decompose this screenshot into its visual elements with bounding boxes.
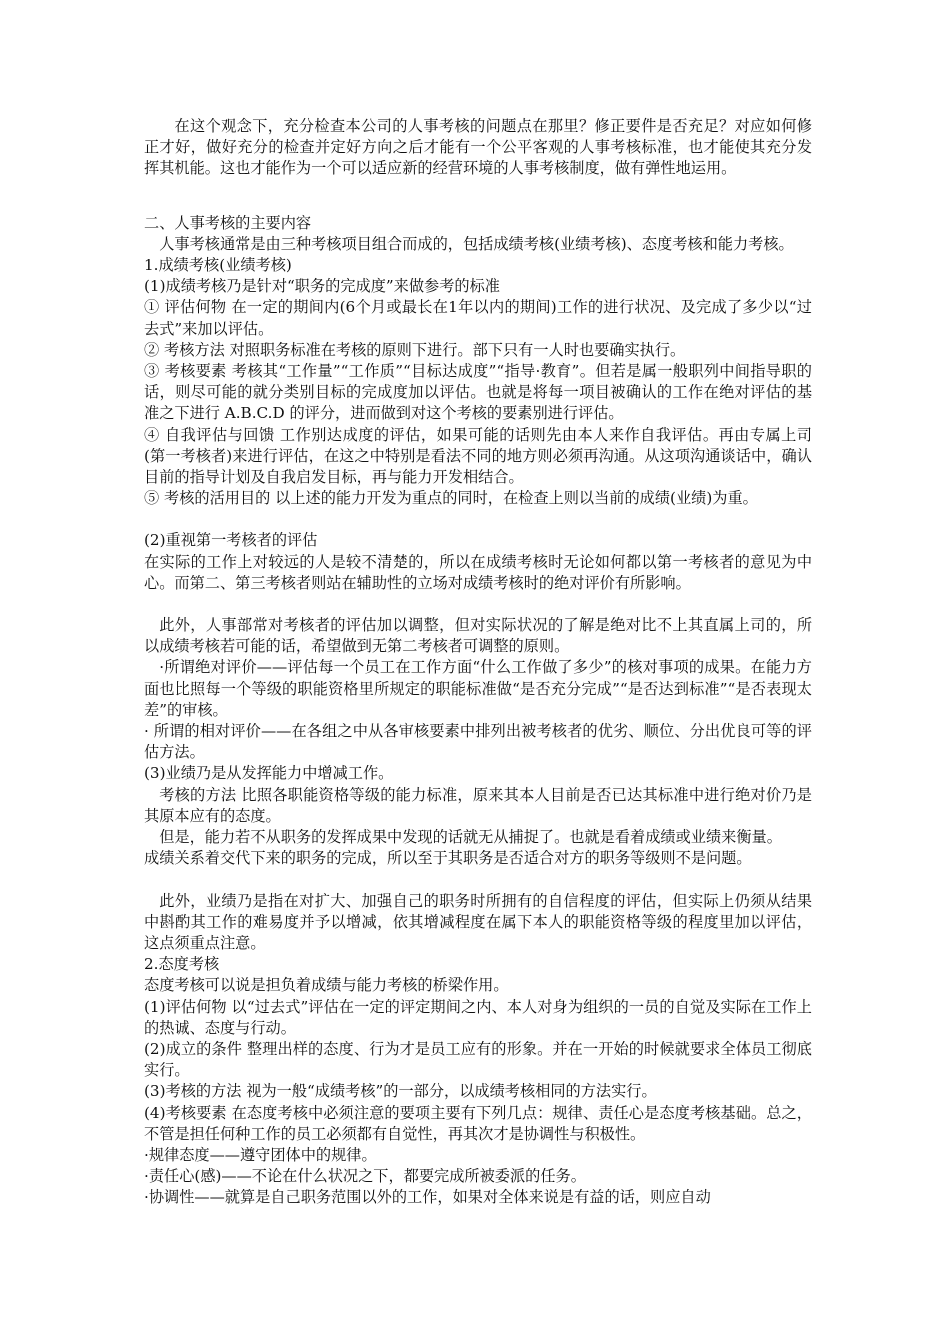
spacer xyxy=(144,180,812,213)
paragraph: 此外，人事部常对考核者的评估加以调整，但对实际状况的了解是绝对比不上其直属上司的，所以成绩考核若可能的话，希望做到无第二考核者可调整的原则。 xyxy=(144,616,812,656)
paragraph: (2)重视第一考核者的评估 xyxy=(144,531,318,550)
list-item: (1)评估何物 以“过去式”评估在一定的评定期间之内、本人对身为组织的一员的自觉及实际在工作上的热诚、态度与行动。 xyxy=(144,997,812,1037)
spacer xyxy=(144,870,812,891)
list-item: ③ 考核要素 考核其“工作量”“工作质”“目标达成度”“指导·教育”。但若是属一般职列中间指导职的话，则尽可能的就分类别目标的完成度加以评估。也就是将每一项目被确认的工作在绝对评估的基准之下进行 A.B.C.D 的评分，进而做到对这个考核的要素别进行评估。 xyxy=(144,362,812,423)
list-item: ⑤ 考核的活用目的 以上述的能力开发为重点的同时，在检查上则以当前的成绩(业绩)为重。 xyxy=(144,489,758,508)
subsection-heading: 2.态度考核 xyxy=(144,955,220,974)
paragraph: 在实际的工作上对较远的人是较不清楚的，所以在成绩考核时无论如何都以第一考核者的意见为中心。而第二、第三考核者则站在辅助性的立场对成绩考核时的绝对评价有所影响。 xyxy=(144,552,812,592)
paragraph: (3)业绩乃是从发挥能力中增减工作。 xyxy=(144,764,394,783)
subsection-heading: 1.成绩考核(业绩考核) xyxy=(144,256,292,275)
paragraph: 此外，业绩乃是指在对扩大、加强自己的职务时所拥有的自信程度的评估，但实际上仍须从结果中斟酌其工作的难易度并予以增减，依其增减程度在属下本人的职能资格等级的程度里加以评估，这点须重点注意。 xyxy=(144,891,812,952)
paragraph: 态度考核可以说是担负着成绩与能力考核的桥梁作用。 xyxy=(144,976,509,995)
bullet-item: ·规律态度——遵守团体中的规律。 xyxy=(144,1145,377,1164)
list-item: (2)成立的条件 整理出样的态度、行为才是员工应有的形象。并在一开始的时候就要求全体员工彻底实行。 xyxy=(144,1039,812,1080)
paragraph: 但是，能力若不从职务的发挥成果中发现的话就无从捕捉了。也就是看着成绩或业绩来衡量。 xyxy=(159,828,782,847)
section-heading: 二、人事考核的主要内容 xyxy=(144,213,312,232)
list-item: ④ 自我评估与回馈 工作别达成度的评估，如果可能的话则先由本人来作自我评估。再由专属上司(第一考核者)来进行评估，在这之中特别是看法不同的地方则必须再沟通。从这项沟通谈话中，确认目前的指导计划及自我启发目标，再与能力开发相结合。 xyxy=(144,425,812,487)
paragraph: 考核的方法 比照各职能资格等级的能力标准，原来其本人目前是否已达其标准中进行绝对价乃是其原本应有的态度。 xyxy=(144,785,812,825)
paragraph-intro: 在这个观念下，充分检查本公司的人事考核的问题点在那里？修正要件是否充足？对应如何修正才好，做好充分的检查并定好方向之后才能有一个公平客观的人事考核标准，也才能使其充分发挥其机能。这也才能作为一个可以适应新的经营环境的人事考核制度，做有弹性地运用。 xyxy=(144,117,812,178)
document-page xyxy=(144,116,812,1209)
paragraph: (1)成绩考核乃是针对“职务的完成度”来做参考的标准 xyxy=(144,277,500,296)
list-item: (3)考核的方法 视为一般“成绩考核”的一部分，以成绩考核相同的方法实行。 xyxy=(144,1082,657,1101)
paragraph: 成绩关系着交代下来的职务的完成，所以至于其职务是否适合对方的职务等级则不是问题。 xyxy=(144,849,752,868)
list-item: ② 考核方法 对照职务标准在考核的原则下进行。部下只有一人时也要确实执行。 xyxy=(144,340,686,359)
bullet-item: · 所谓的相对评价——在各组之中从各审核要素中排列出被考核者的优劣、顺位、分出优良可等的评估方法。 xyxy=(144,722,812,762)
list-item: (4)考核要素 在态度考核中必须注意的要项主要有下列几点：规律、责任心是态度考核基础。总之，不管是担任何种工作的员工必须都有自觉性，再其次才是协调性与积极性。 xyxy=(144,1103,812,1143)
bullet-item: ·所谓绝对评价——评估每一个员工在工作方面“什么工作做了多少”的核对事项的成果。在能力方面也比照每一个等级的职能资格里所规定的职能标准做“是否充分完成”“是否达到标准”“是否表现太差”的审核。 xyxy=(144,658,812,719)
bullet-item: ·责任心(感)——不论在什么状况之下，都要完成所被委派的任务。 xyxy=(144,1167,586,1186)
bullet-item: ·协调性——就算是自己职务范围以外的工作，如果对全体来说是有益的话，则应自动 xyxy=(144,1188,711,1207)
spacer xyxy=(144,594,812,615)
paragraph: 人事考核通常是由三种考核项目组合而成的，包括成绩考核(业绩考核)、态度考核和能力考核。 xyxy=(159,234,794,253)
list-item: ① 评估何物 在一定的期间内(6个月或最长在1年以内的期间)工作的进行状况、及完成了多少以“过去式”来加以评估。 xyxy=(144,298,812,338)
spacer xyxy=(144,509,812,530)
